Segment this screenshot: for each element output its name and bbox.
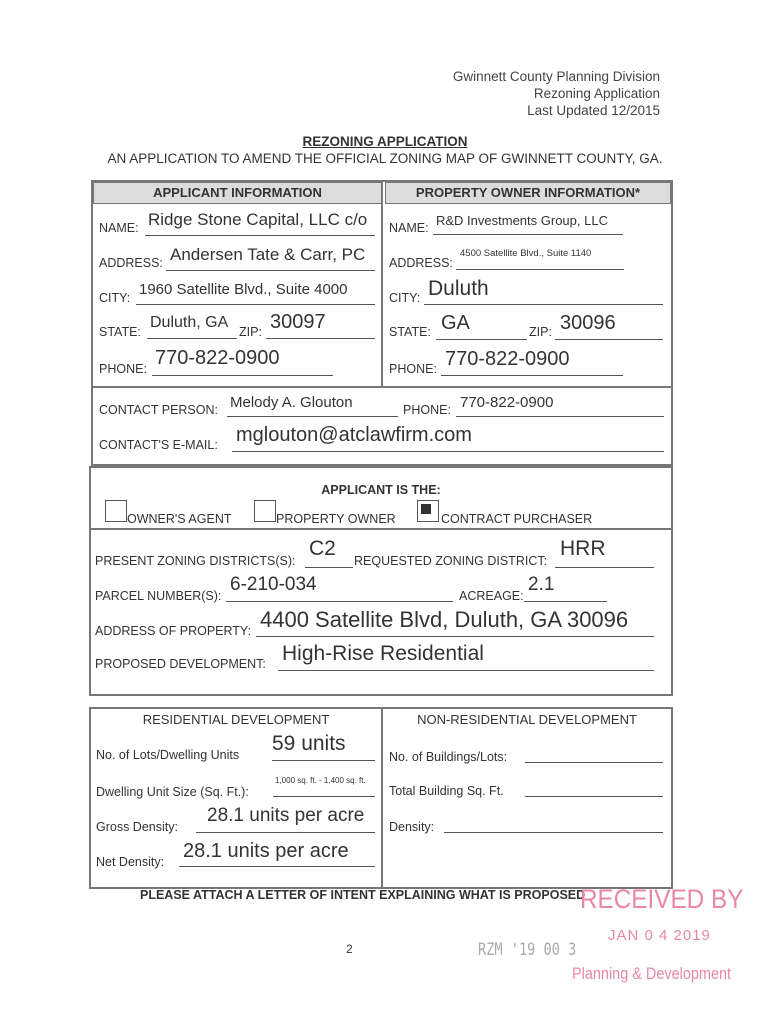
contact-email-field[interactable]: mglouton@atclawfirm.com — [236, 424, 472, 446]
applicant-is-heading: APPLICANT IS THE: — [321, 483, 441, 497]
buildings-lots-label: No. of Buildings/Lots: — [389, 750, 508, 764]
header-org: Gwinnett County Planning Division — [452, 69, 660, 84]
applicant-name-field[interactable]: Ridge Stone Capital, LLC c/o — [148, 210, 368, 229]
density-label: Density: — [389, 820, 435, 834]
property-address-label: ADDRESS OF PROPERTY: — [95, 624, 252, 638]
contact-person-label: CONTACT PERSON: — [99, 403, 218, 417]
owner-phone-field[interactable]: 770-822-0900 — [445, 348, 570, 370]
total-sqft-field[interactable] — [525, 796, 663, 797]
lots-units-field[interactable]: 59 units — [272, 732, 346, 755]
proposed-development-field[interactable]: High-Rise Residential — [282, 642, 484, 665]
owner-state-field[interactable]: GA — [441, 312, 470, 334]
owner-name-field[interactable]: R&D Investments Group, LLC — [436, 213, 608, 228]
owner-phone-label: PHONE: — [389, 362, 437, 376]
applicant-heading: APPLICANT INFORMATION — [93, 182, 382, 204]
buildings-lots-field[interactable] — [525, 762, 663, 763]
attach-letter-note: PLEASE ATTACH A LETTER OF INTENT EXPLAINING WHAT IS PROPOSED — [140, 888, 586, 902]
owner-heading: PROPERTY OWNER INFORMATION* — [385, 182, 671, 204]
owners-agent-label: OWNER'S AGENT — [127, 512, 232, 526]
owner-zip-field[interactable]: 30096 — [560, 312, 616, 334]
document-header — [453, 68, 660, 119]
applicant-state-field[interactable]: Duluth, GA — [150, 314, 229, 331]
applicant-address-label: ADDRESS: — [99, 256, 163, 270]
nonresidential-heading: NON-RESIDENTIAL DEVELOPMENT — [417, 712, 637, 727]
received-stamp: RECEIVED BY — [580, 884, 744, 914]
net-density-field[interactable]: 28.1 units per acre — [183, 840, 349, 862]
gross-density-label: Gross Density: — [96, 820, 178, 834]
applicant-city-label: CITY: — [99, 291, 131, 305]
requested-zoning-field[interactable]: HRR — [560, 537, 606, 560]
received-dept: Planning & Development — [572, 964, 732, 983]
proposed-development-label: PROPOSED DEVELOPMENT: — [95, 657, 266, 671]
net-density-label: Net Density: — [96, 855, 165, 869]
owners-agent-checkbox[interactable] — [105, 500, 127, 522]
parcel-number-field[interactable]: 6-210-034 — [230, 574, 317, 595]
applicant-phone-label: PHONE: — [99, 362, 147, 376]
property-owner-label: PROPERTY OWNER — [276, 512, 396, 526]
header-doc: Rezoning Application — [533, 86, 660, 101]
applicant-phone-field[interactable]: 770-822-0900 — [155, 347, 280, 369]
requested-zoning-label: REQUESTED ZONING DISTRICT: — [354, 554, 548, 568]
received-date: JAN 0 4 2019 — [608, 927, 711, 944]
present-zoning-field[interactable]: C2 — [309, 537, 336, 560]
gross-density-field[interactable]: 28.1 units per acre — [207, 805, 365, 826]
contact-email-label: CONTACT'S E-MAIL: — [99, 438, 218, 452]
contact-person-field[interactable]: Melody A. Glouton — [230, 394, 353, 411]
owner-state-label: STATE: — [389, 325, 431, 339]
contact-phone-label: PHONE: — [403, 403, 451, 417]
acreage-field[interactable]: 2.1 — [528, 574, 555, 595]
parcel-number-label: PARCEL NUMBER(S): — [95, 589, 222, 603]
property-owner-checkbox[interactable] — [254, 500, 276, 522]
property-address-field[interactable]: 4400 Satellite Blvd, Duluth, GA 30096 — [260, 607, 629, 632]
present-zoning-label: PRESENT ZONING DISTRICTS(S): — [95, 554, 296, 568]
header-updated: Last Updated 12/2015 — [527, 103, 660, 118]
applicant-name-label: NAME: — [99, 221, 139, 235]
applicant-zip-label: ZIP: — [239, 325, 262, 339]
contract-purchaser-checkbox[interactable] — [417, 500, 439, 522]
acreage-label: ACREAGE: — [459, 589, 524, 603]
owner-city-field[interactable]: Duluth — [428, 277, 489, 300]
applicant-city-field[interactable]: 1960 Satellite Blvd., Suite 4000 — [139, 281, 348, 298]
form-subtitle: AN APPLICATION TO AMEND THE OFFICIAL ZONING MAP OF GWINNETT COUNTY, GA. — [107, 151, 663, 166]
contact-phone-field[interactable]: 770-822-0900 — [460, 394, 554, 411]
owner-address-field[interactable]: 4500 Satellite Blvd., Suite 1140 — [460, 248, 592, 259]
unit-size-label: Dwelling Unit Size (Sq. Ft.): — [96, 785, 249, 799]
owner-city-label: CITY: — [389, 291, 421, 305]
column-divider — [381, 182, 383, 388]
owner-zip-label: ZIP: — [529, 325, 552, 339]
residential-heading: RESIDENTIAL DEVELOPMENT — [142, 712, 330, 727]
contract-purchaser-label: CONTRACT PURCHASER — [441, 512, 593, 526]
total-sqft-label: Total Building Sq. Ft. — [389, 784, 504, 798]
owner-address-label: ADDRESS: — [389, 256, 453, 270]
case-number: RZM '19 00 3 — [478, 940, 577, 960]
applicant-address-field[interactable]: Andersen Tate & Carr, PC — [170, 245, 366, 264]
page-number: 2 — [346, 942, 353, 956]
applicant-state-label: STATE: — [99, 325, 141, 339]
owner-name-label: NAME: — [389, 221, 429, 235]
applicant-zip-field[interactable]: 30097 — [270, 311, 326, 333]
unit-size-field[interactable]: 1,000 sq. ft. - 1,400 sq. ft. — [275, 776, 366, 785]
density-field[interactable] — [444, 832, 663, 833]
form-title: REZONING APPLICATION — [302, 134, 468, 149]
lots-units-label: No. of Lots/Dwelling Units — [96, 748, 240, 762]
